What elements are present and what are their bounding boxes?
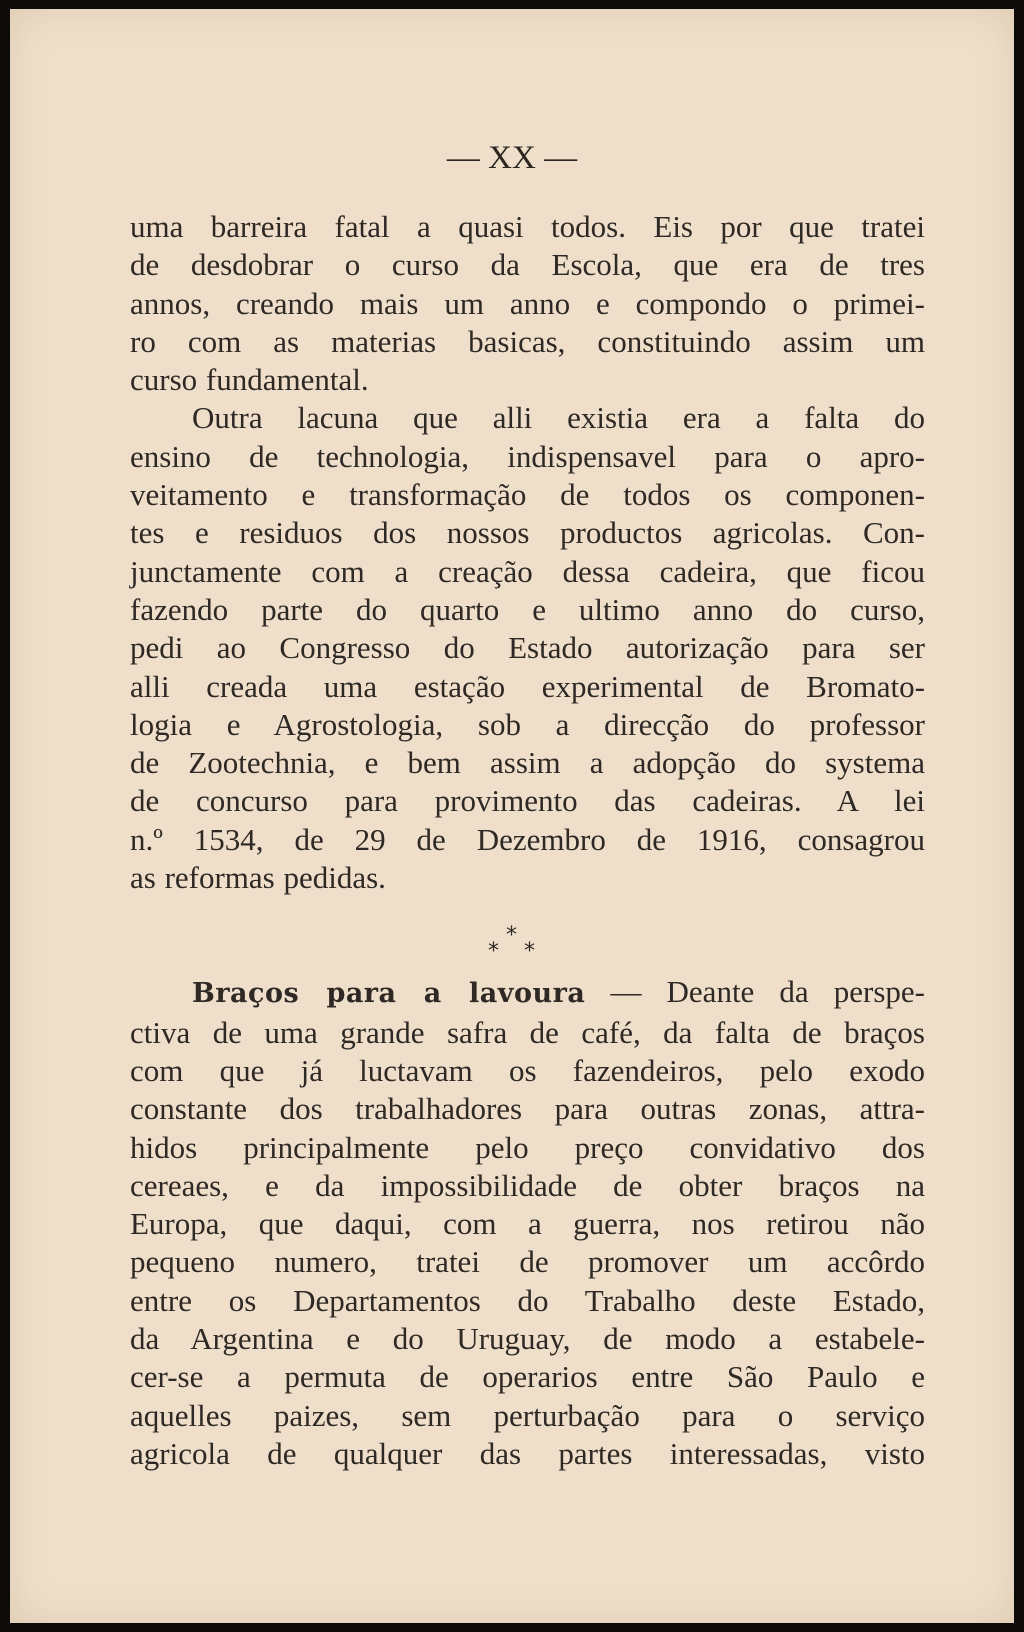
asterisk: * (524, 939, 535, 965)
text-line: aquelles paizes, sem perturbação para o serviço (130, 1397, 925, 1433)
asterisk: * (488, 939, 499, 965)
text-line: da Argentina e do Uruguay, de modo a estabele- (130, 1321, 925, 1357)
asterisk: * (506, 923, 517, 949)
text-line: Europa, que daqui, com a guerra, nos retirou não (130, 1206, 925, 1242)
text-line: curso fundamental. (130, 362, 369, 398)
text-line: entre os Departamentos do Trabalho deste Estado, (130, 1282, 925, 1318)
text-line: junctamente com a creação dessa cadeira, que ficou (130, 553, 925, 589)
section-heading: Braços para a lavoura (192, 978, 586, 1010)
text-line: pedi ao Congresso do Estado autorização para ser (130, 630, 925, 666)
text-line: veitamento e transformação de todos os componen- (130, 477, 925, 513)
text-line: fazendo parte do quarto e ultimo anno do curso, (130, 591, 925, 627)
section-bracos (130, 973, 925, 1473)
text-line: agricola de qualquer das partes interessadas, visto (130, 1435, 925, 1471)
text-line: cereaes, e da impossibilidade de obter braços na (130, 1167, 925, 1203)
asterism-separator (130, 897, 925, 973)
text-line: com que já luctavam os fazendeiros, pelo exodo (130, 1052, 925, 1088)
text-line: constante dos trabalhadores para outras zonas, attra- (130, 1091, 925, 1127)
text-line: alli creada uma estação experimental de Bromato- (130, 668, 925, 704)
text-line: hidos principalmente pelo preço convidativo dos (130, 1129, 925, 1165)
text-line: tes e residuos dos nossos productos agricolas. Con- (130, 515, 925, 551)
text-line: ro com as materias basicas, constituindo assim um (130, 323, 925, 359)
text-line: annos, creando mais um anno e compondo o primei- (130, 285, 925, 321)
section-first-line (130, 973, 925, 1013)
text-line: de Zootechnia, e bem assim a adopção do systema (130, 745, 925, 781)
text-line: ctiva de uma grande safra de café, da falta de braços (130, 1014, 925, 1050)
text-line: pequeno numero, tratei de promover um accôrdo (130, 1244, 925, 1280)
text-line: de concurso para provimento das cadeiras. A lei (130, 783, 925, 819)
paragraph-2 (130, 399, 925, 897)
text-line: n.º 1534, de 29 de Dezembro de 1916, consagrou (130, 821, 925, 857)
text-line: cer-se a permuta de operarios entre São Paulo e (130, 1359, 925, 1395)
paragraph-1 (130, 208, 925, 399)
page-number: — XX — (446, 140, 578, 176)
text-fragment: — Deante da perspe- (610, 974, 925, 1010)
text-line: as reformas pedidas. (130, 860, 386, 896)
text-line: Outra lacuna que alli existia era a falta do (192, 400, 925, 436)
text-line: uma barreira fatal a quasi todos. Eis por que tratei (130, 209, 925, 244)
text-line: logia e Agrostologia, sob a direcção do professor (130, 706, 925, 742)
text-line: de desdobrar o curso da Escola, que era de tres (130, 247, 925, 283)
page-body (130, 208, 925, 1473)
text-line: ensino de technologia, indispensavel para o apro- (130, 438, 925, 474)
